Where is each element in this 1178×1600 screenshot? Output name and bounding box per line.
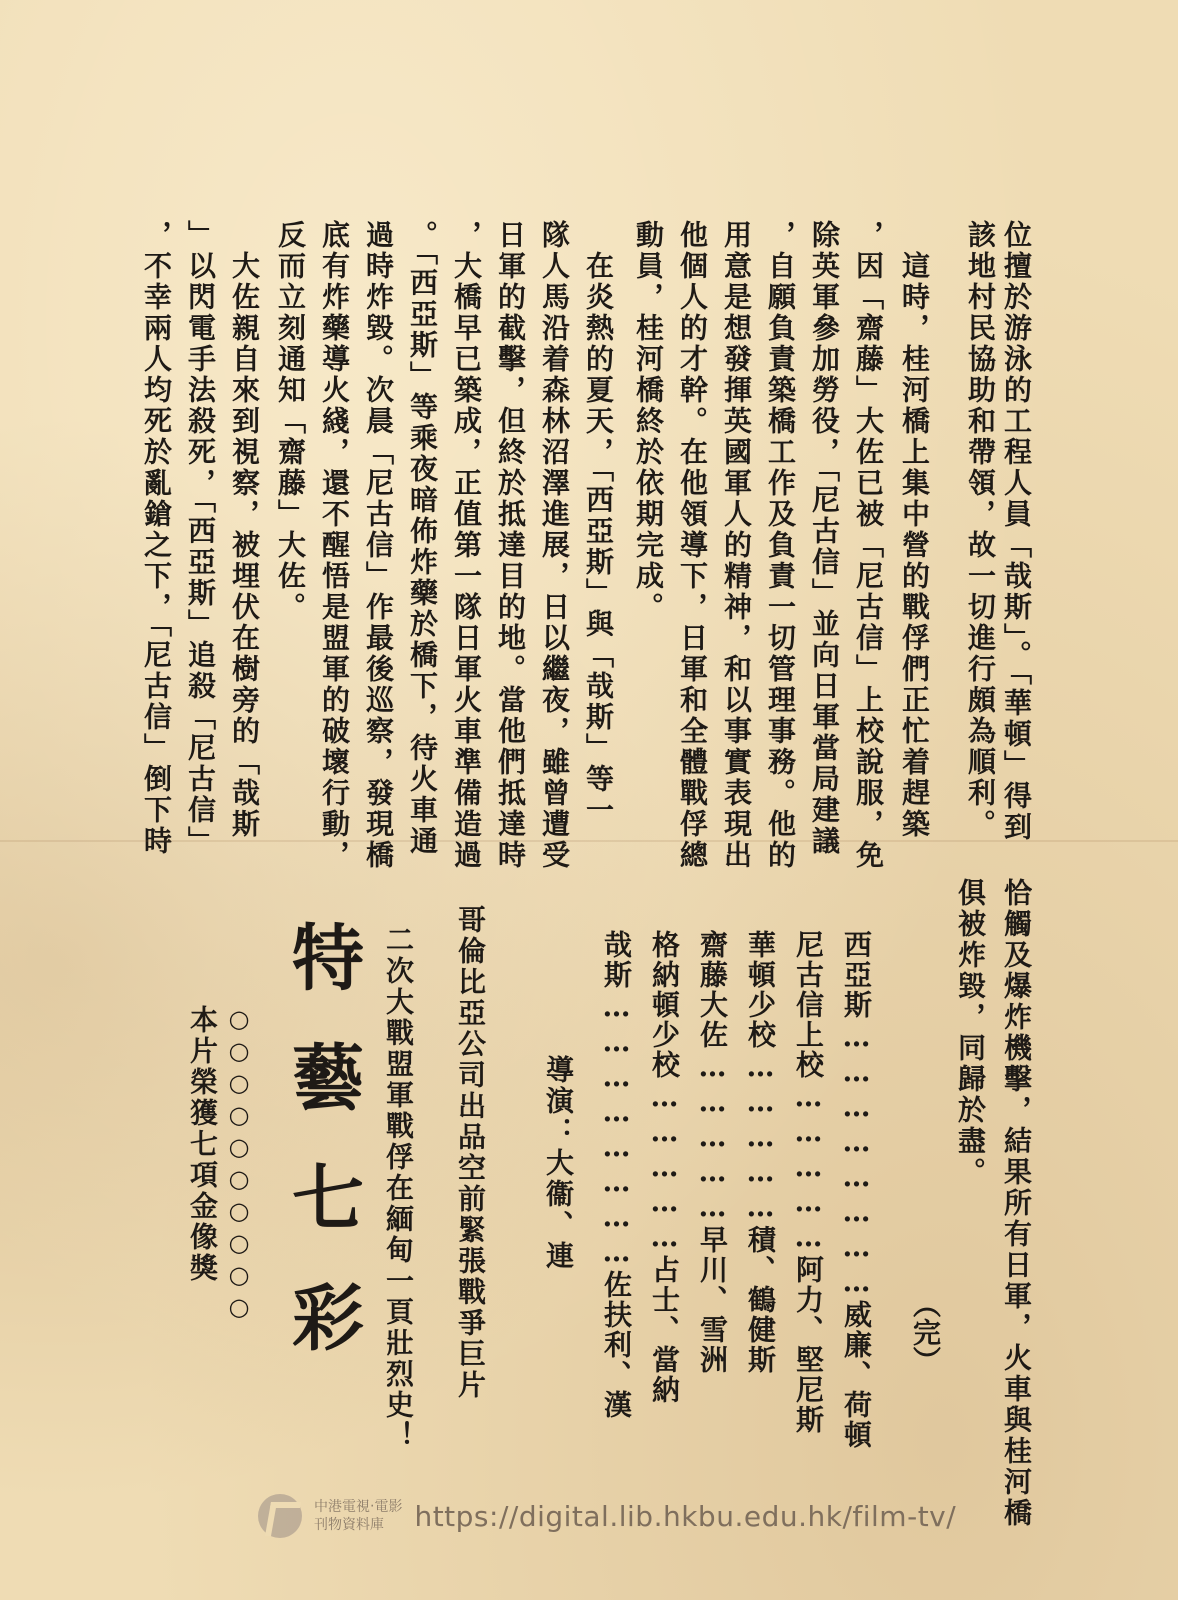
watermark-url: https://digital.lib.hkbu.edu.hk/film-tv/ [414,1499,957,1533]
cast-role: 尼古信上校 [792,930,825,1080]
award-line: 本片榮獲七項金像獎 [186,1005,219,1284]
cast-role: 華頓少校 [744,930,777,1050]
cast-role: 哉斯 [600,930,633,990]
story-column-12: 日軍的截擊，但終於抵達目的地。當他們抵達時 [494,220,527,871]
cast-actor: 佐扶利、漢 [600,1270,633,1420]
cast-dots: …………… [696,1050,729,1225]
story-column-1: 該地村民協助和帶領，故一切進行頗為順利。 [964,220,997,840]
story-column-20: ，不幸兩人均死於亂鎗之下，「尼古信」倒下時 [140,220,173,857]
director-credit: 導演：大衞、連 [542,1055,575,1272]
story-column-13: ，大橋早已築成，正值第一隊日軍火車準備造過 [450,220,483,871]
cast-role: 齋藤大佐 [696,930,729,1050]
story-column-4: ，因「齋藤」大佐已被「尼古信」上校說服，免 [852,220,885,871]
watermark-org [314,1498,402,1534]
cast-actor: 積、鶴健斯 [744,1225,777,1375]
story-column-5: 除英軍參加勞役，「尼古信」並向日軍當局建議 [808,220,841,857]
story-column-3: 這時，桂河橋上集中營的戰俘們正忙着趕築 [898,220,931,840]
story-column-17: 反而立刻通知「齋藤」大佐。 [274,220,307,623]
cast-dots: …………………… [600,990,633,1270]
cast-dots: …………… [792,1080,825,1255]
story-column-7: 用意是想發揮英國軍人的精神，和以事實表現出 [720,220,753,871]
story-column-2: 位擅於游泳的工程人員「哉斯」。「華頓」得到 [1000,220,1033,843]
story-column-18: 大佐親自來到視察，被埋伏在樹旁的「哉斯 [228,220,261,840]
cast-line [692,930,732,1375]
cast-actor: 威廉、荷頓 [840,1300,873,1450]
story-column-6: ，自願負責築橋工作及負責一切管理事務。他的 [764,220,797,871]
story-column-14: 。「西亞斯」等乘夜暗佈炸藥於橋下，待火車通 [406,220,439,857]
cast-role: 西亞斯 [840,930,873,1020]
story-column-19: 」以閃電手法殺死，「西亞斯」追殺「尼古信」 [184,220,217,857]
page-fold [0,840,1178,842]
cast-actor: 早川、雪洲 [696,1225,729,1375]
story-column-15: 過時炸毀。次晨「尼古信」作最後巡察，發現橋 [362,220,395,871]
story-continuation-1: 恰觸及爆炸機擊，結果所有日軍，火車與桂河橋 [1000,878,1033,1529]
end-mark: （完） [909,1290,942,1374]
technicolor-title: 特藝七彩 [280,920,365,1400]
watermark [258,1480,978,1552]
story-column-10: 在炎熱的夏天，「西亞斯」與「哉斯」等一 [582,220,615,826]
story-column-9: 動員，桂河橋終於依期完成。 [632,220,665,623]
cast-dots: …………………… [840,1020,873,1300]
cast-line [740,930,780,1375]
watermark-org-line2: 刊物資料庫 [314,1517,384,1533]
library-logo-icon [258,1494,302,1538]
cast-role: 格納頓少校 [648,930,681,1080]
decorative-dots: ○○○○○○○○○○ [225,1005,253,1325]
cast-line [788,930,828,1435]
story-column-16: 底有炸藥導火綫，還不醒悟是盟軍的破壞行動， [318,220,351,871]
cast-dots: …………… [744,1050,777,1225]
cast-dots: …………… [648,1080,681,1255]
cast-actor: 阿力、堅尼斯 [792,1255,825,1435]
cast-actor: 占士、當納 [648,1255,681,1405]
tagline-history: 二次大戰盟軍戰俘在緬甸一頁壯烈史！ [382,925,415,1452]
story-column-8: 他個人的才幹。在他領導下，日軍和全體戰俘總 [676,220,709,871]
cast-line [836,930,876,1450]
story-column-11: 隊人馬沿着森林沼澤進展，日以繼夜，雖曾遭受 [538,220,571,871]
tagline-studio: 哥倫比亞公司出品空前緊張戰爭巨片 [454,905,487,1401]
cast-line [644,930,684,1405]
story-continuation-2: 俱被炸毀，同歸於盡。 [954,878,987,1188]
cast-line [596,930,636,1420]
watermark-org-line1: 中港電視‧電影 [314,1499,403,1515]
